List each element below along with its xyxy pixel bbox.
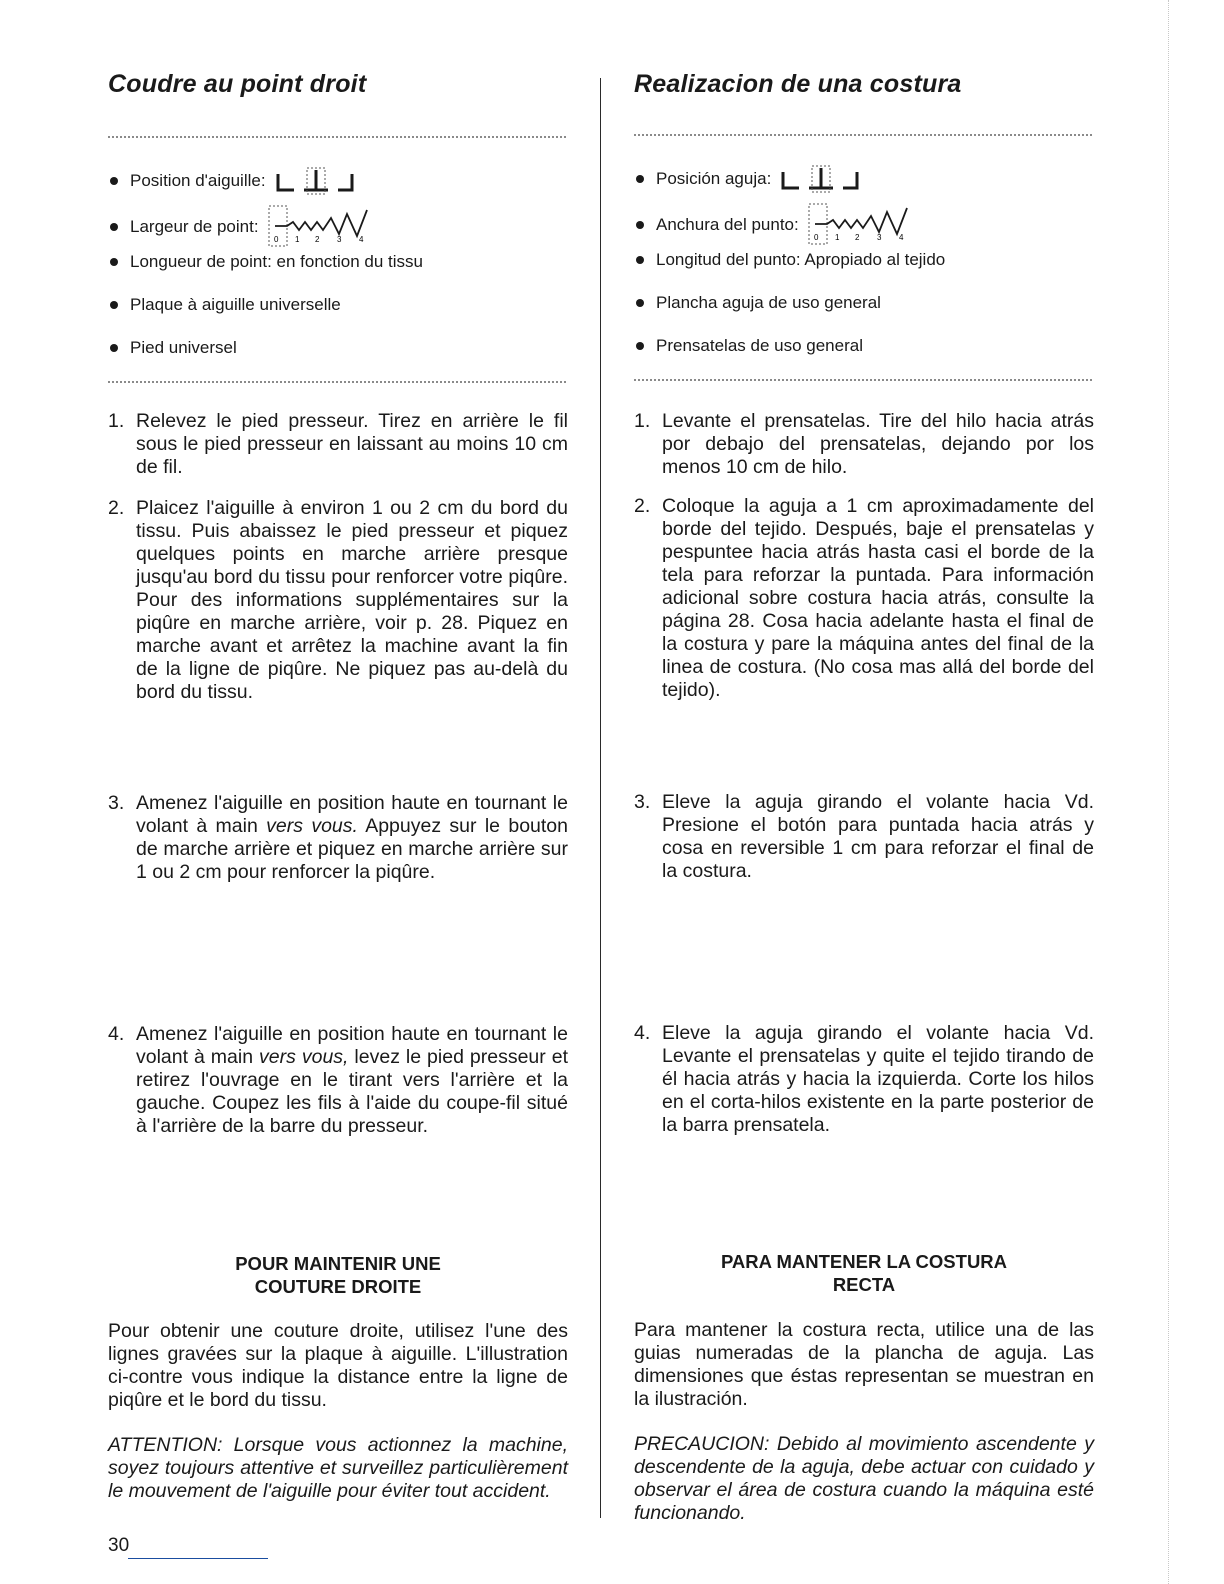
spanish-spec-stitch-width: Anchura del punto: 0 1 2 3 4 (634, 202, 917, 248)
svg-text:3: 3 (336, 235, 341, 244)
svg-text:0: 0 (273, 235, 278, 244)
spanish-step-2: 2. Coloque la aguja a 1 cm aproximadamente del borde del tejido. Después, baje el prensatelas y pespuntee hacia atrás hasta casi el borde de la tela para reforzar la puntada. Para información adicional sobre costura hacia atrás, consulte la página 28. Cosa hacia adelante hasta el final de la costura y pare la máquina antes del final de la linea de costura. (No cosa mas allá del borde del tejido). (634, 495, 1094, 701)
column-divider (600, 78, 601, 1518)
french-step-3: 3. Amenez l'aiguille en position haute en tournant le volant à main vers vous. Appuyez sur le bouton de marche arrière et piquez en marche arrière sur 1 ou 2 cm pour renforcer la piqûre. (108, 792, 568, 883)
spanish-subheading: PARA MANTENER LA COSTURA RECTA (720, 1251, 1008, 1295)
bullet-icon (110, 344, 118, 352)
page-edge-line (1168, 0, 1169, 1584)
svg-text:4: 4 (898, 233, 904, 242)
french-step-2: 2. Plaicez l'aiguille à environ 1 ou 2 cm du bord du tissu. Puis abaissez le pied presseur et piquez quelques points en marche arrière presque jusqu'au bord du tissu pour renforcer votre piqûre. Pour des informations supplémentaires sur la piqûre en marche arrière, voir p. 28. Piquez en marche avant et arrêtez la machine avant la fin de la ligne de piqûre. Ne piquez pas au-delà du bord du tissu. (108, 497, 568, 703)
french-step-4: 4. Amenez l'aiguille en position haute en tournant le volant à main vers vous, levez le pied presseur et retirez l'ouvrage en le tirant vers l'arrière et la gauche. Coupez les fils à l'aide du coupe-fil situé à l'arrière de la barre du presseur. (108, 1023, 568, 1137)
french-step-1: 1. Relevez le pied presseur. Tirez en arrière le fil sous le pied presseur en laissant au moins 10 cm de fil. (108, 410, 568, 478)
french-warning: ATTENTION: Lorsque vous actionnez la machine, soyez toujours attentive et surveillez particulièrement le mouvement de l'aiguille pour éviter tout accident. (108, 1434, 568, 1502)
bullet-icon (110, 301, 118, 309)
svg-text:3: 3 (876, 233, 882, 242)
spanish-bottom-rule (634, 379, 1092, 381)
svg-text:2: 2 (314, 235, 319, 244)
bullet-icon (110, 223, 118, 231)
bullet-icon (636, 299, 644, 307)
page-number-underline (128, 1558, 268, 1559)
french-paragraph: Pour obtenir une couture droite, utilisez l'une des lignes gravées sur la plaque à aiguille. L'illustration ci-contre vous indique la distance entre la ligne de piqûre et le bord du tissu. (108, 1320, 568, 1411)
bullet-icon (110, 177, 118, 185)
bullet-icon (636, 221, 644, 229)
french-spec-presser-foot: Pied universel (108, 338, 237, 358)
french-spec-stitch-length: Longueur de point: en fonction du tissu (108, 252, 423, 272)
stitch-width-icon (267, 204, 377, 250)
french-column (108, 0, 570, 1584)
needle-position-icon (276, 166, 356, 196)
bullet-icon (636, 175, 644, 183)
svg-text:1: 1 (294, 235, 299, 244)
spanish-warning: PRECAUCION: Debido al movimiento ascendente y descendente de la aguja, debe actuar con cuidado y observar el área de costura cuando la máquina esté funcionando. (634, 1433, 1094, 1524)
spanish-step-3: 3. Eleve la aguja girando el volante hacia Vd. Presione el botón para puntada hacia atrás y cosa en reversible 1 cm para reforzar el final de la costura. (634, 791, 1094, 882)
french-spec-needle-plate: Plaque à aiguille universelle (108, 295, 341, 315)
spanish-spec-needle-plate: Plancha aguja de uso general (634, 293, 881, 313)
bullet-icon (636, 256, 644, 264)
page-number: 30 (108, 1535, 130, 1556)
bullet-icon (110, 258, 118, 266)
french-title: Coudre au point droit (108, 70, 367, 98)
spanish-spec-stitch-length: Longitud del punto: Apropiado al tejido (634, 250, 945, 270)
french-spec-stitch-width: Largeur de point: 0 1 2 3 4 (108, 204, 377, 250)
french-top-rule (108, 136, 566, 138)
spanish-step-4: 4. Eleve la aguja girando el volante hacia Vd. Levante el prensatelas y quite el tejido tirando de él hacia atrás y hacia la izquierda. Corte los hilos en el corta-hilos existente en la parte posterior de la barra prensatela. (634, 1022, 1094, 1136)
svg-text:0: 0 (813, 233, 819, 242)
spanish-column (634, 0, 1096, 1584)
french-spec-needle-position: Position d'aiguille: (108, 166, 356, 196)
spanish-spec-needle-position: Posición aguja: (634, 164, 861, 194)
french-bottom-rule (108, 381, 566, 383)
svg-text:2: 2 (854, 233, 860, 242)
spanish-step-1: 1. Levante el prensatelas. Tire del hilo hacia atrás por debajo del prensatelas, dejando por los menos 10 cm de hilo. (634, 410, 1094, 478)
svg-text:4: 4 (358, 235, 363, 244)
svg-text:1: 1 (834, 233, 840, 242)
stitch-width-icon (807, 202, 917, 248)
french-subheading: POUR MAINTENIR UNE COUTURE DROITE (235, 1253, 441, 1297)
spanish-top-rule (634, 134, 1092, 136)
spanish-title: Realizacion de una costura (634, 70, 962, 98)
spanish-spec-presser-foot: Prensatelas de uso general (634, 336, 863, 356)
spanish-paragraph: Para mantener la costura recta, utilice una de las guias numeradas de la plancha de aguja. Las dimensiones que éstas representan se muestran en la ilustración. (634, 1319, 1094, 1410)
bullet-icon (636, 342, 644, 350)
needle-position-icon (781, 164, 861, 194)
